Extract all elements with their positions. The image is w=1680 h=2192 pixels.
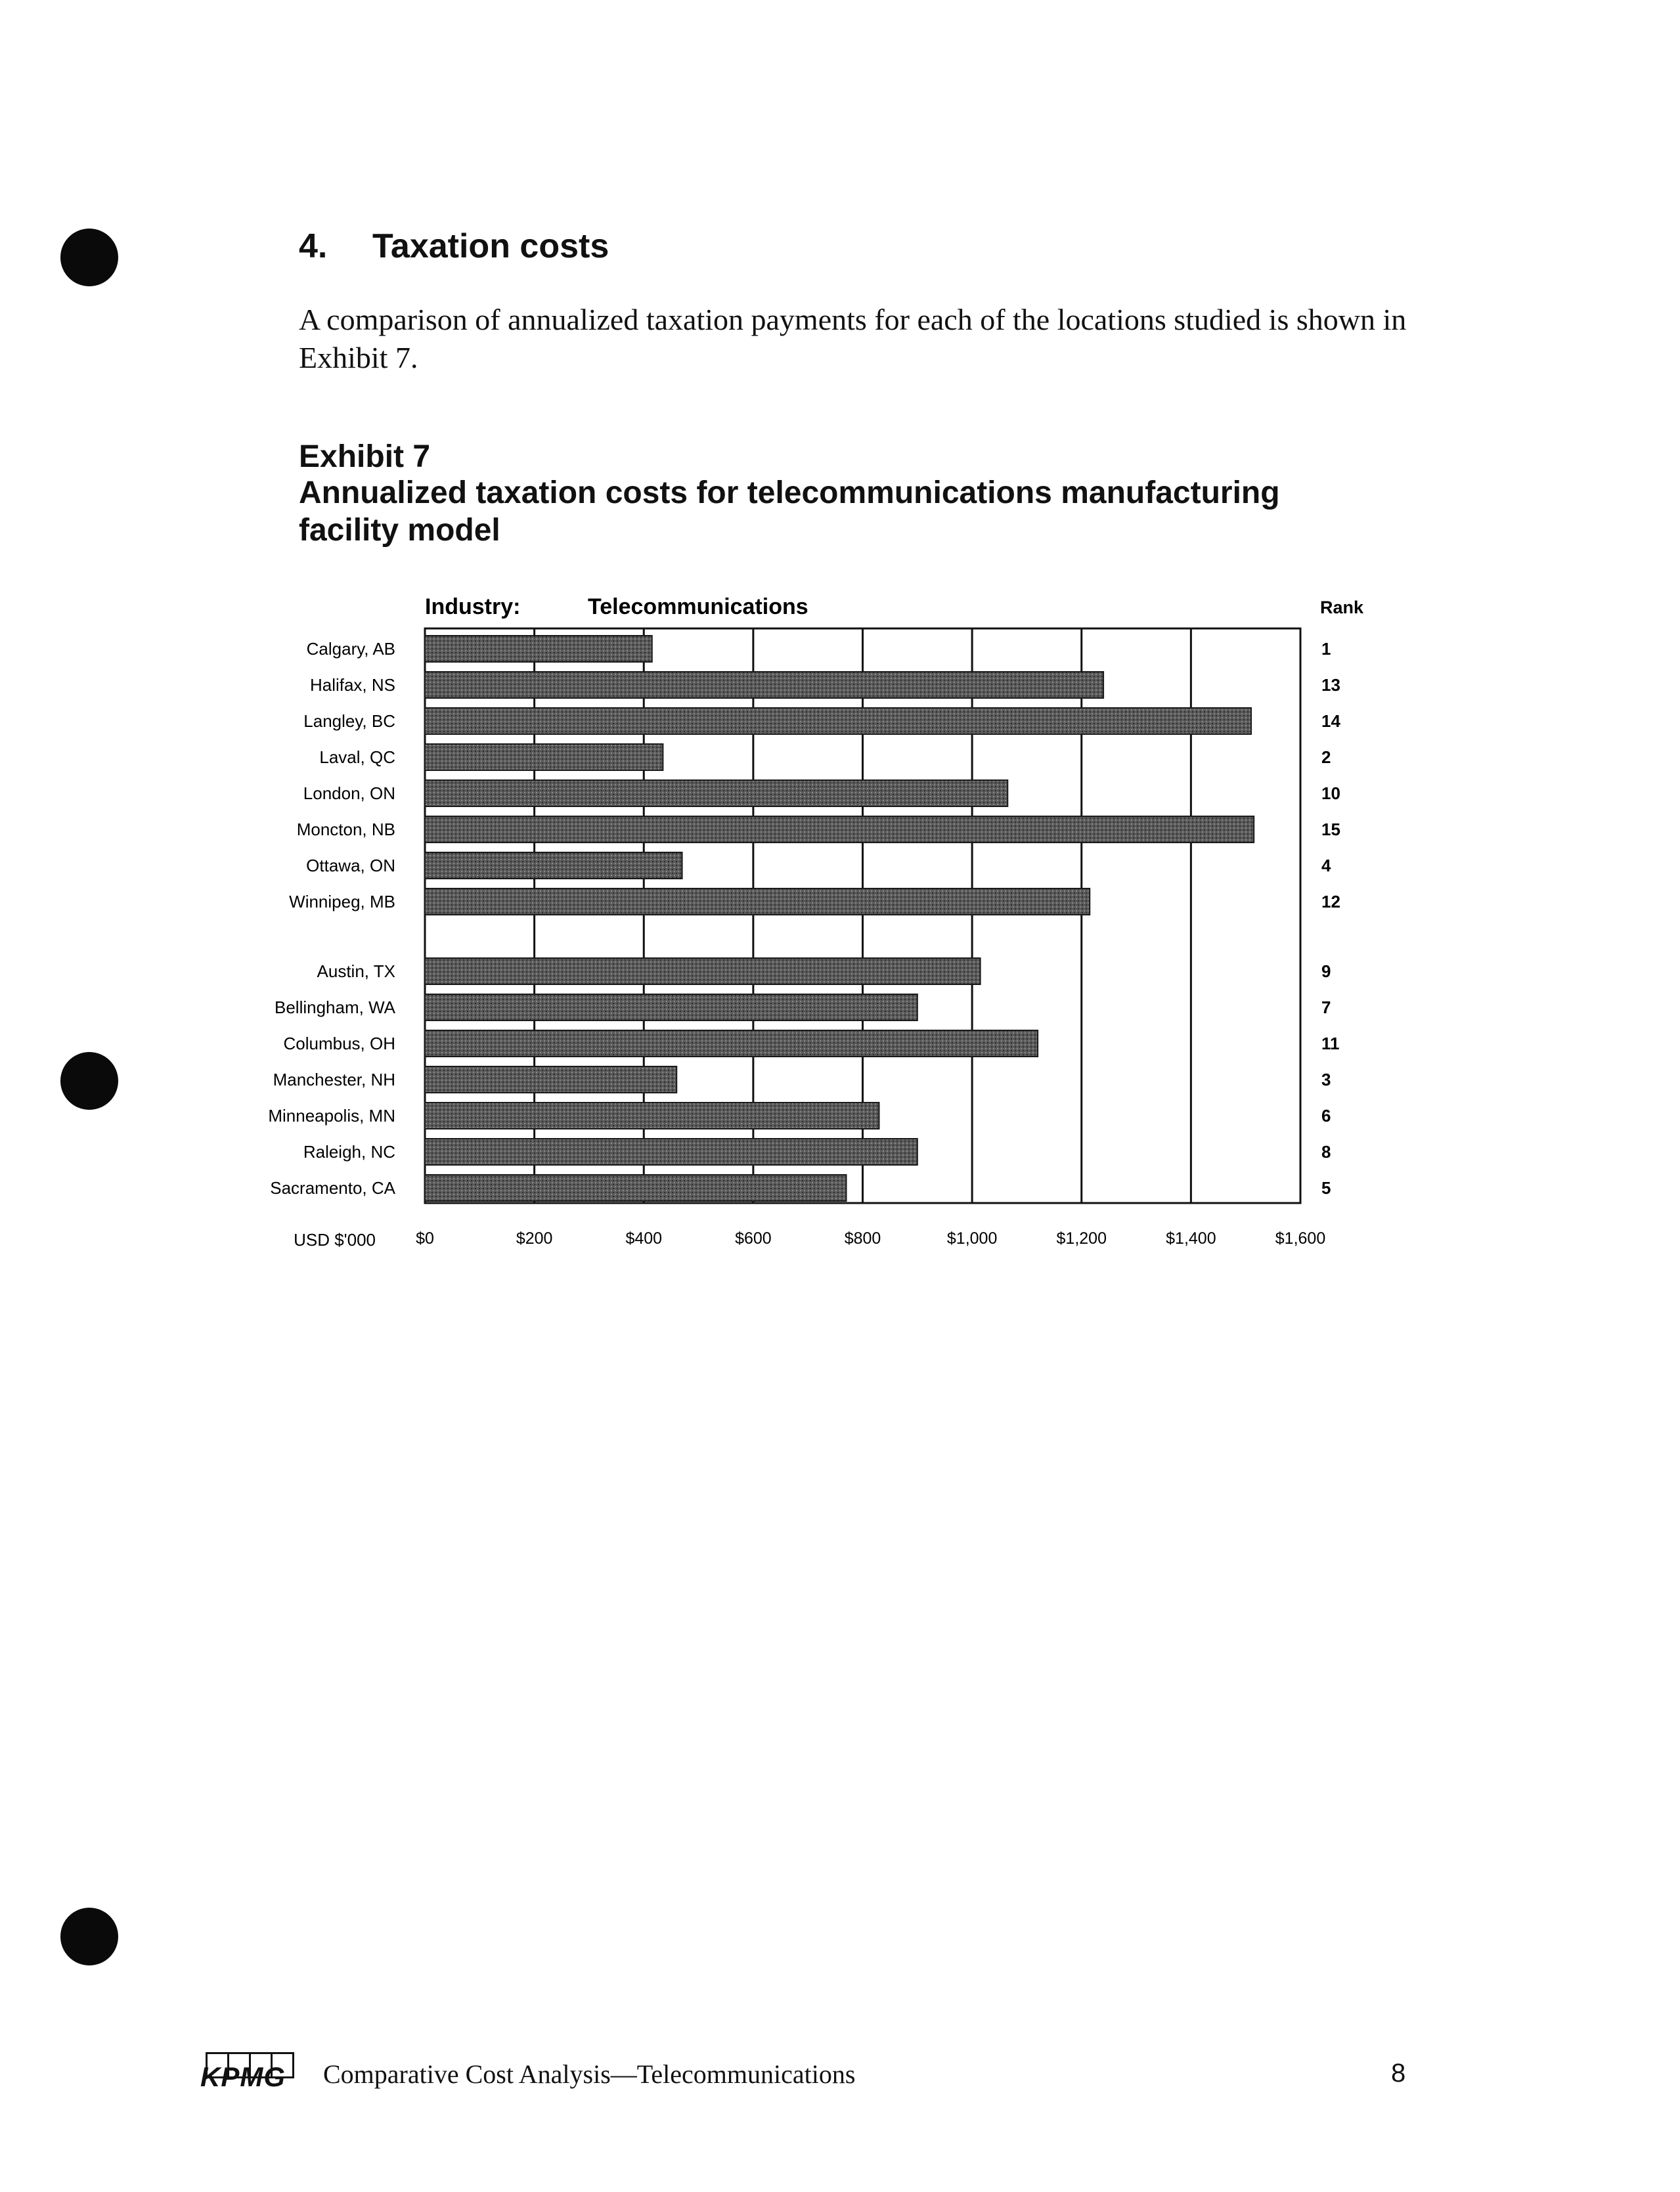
rank-value: 4 bbox=[1321, 856, 1331, 875]
bar bbox=[425, 1030, 1038, 1057]
rank-value: 3 bbox=[1321, 1070, 1331, 1089]
category-label: London, ON bbox=[303, 783, 395, 803]
category-label: Sacramento, CA bbox=[270, 1178, 395, 1198]
category-label: Moncton, NB bbox=[296, 820, 395, 839]
category-label: Langley, BC bbox=[303, 711, 395, 731]
x-tick-label: $1,400 bbox=[1166, 1229, 1216, 1248]
x-tick-label: $200 bbox=[516, 1229, 553, 1248]
rank-value: 13 bbox=[1321, 675, 1340, 695]
category-label: Ottawa, ON bbox=[306, 856, 395, 875]
category-label: Columbus, OH bbox=[283, 1034, 395, 1053]
bar bbox=[425, 744, 663, 770]
x-tick-label: $800 bbox=[844, 1229, 881, 1248]
category-label: Calgary, AB bbox=[306, 639, 395, 659]
page-number: 8 bbox=[1391, 2059, 1406, 2088]
bar bbox=[425, 994, 917, 1020]
rank-header: Rank bbox=[1320, 598, 1364, 617]
rank-value: 12 bbox=[1321, 892, 1340, 911]
exhibit-label: Exhibit 7 bbox=[299, 439, 431, 474]
category-label: Winnipeg, MB bbox=[289, 892, 395, 911]
rank-value: 10 bbox=[1321, 783, 1340, 803]
rank-value: 14 bbox=[1321, 711, 1340, 731]
x-tick-label: $1,600 bbox=[1275, 1229, 1326, 1248]
bar bbox=[425, 780, 1007, 806]
x-tick-label: $0 bbox=[416, 1229, 434, 1248]
bar bbox=[425, 1103, 879, 1129]
intro-paragraph: A comparison of annualized taxation payments for each of the locations studied is shown in Exhibit 7. bbox=[299, 303, 1407, 374]
bar bbox=[425, 958, 981, 984]
rank-value: 8 bbox=[1321, 1142, 1331, 1162]
rank-value: 5 bbox=[1321, 1178, 1331, 1198]
x-tick-label: $600 bbox=[735, 1229, 772, 1248]
bar bbox=[425, 1066, 676, 1093]
bar bbox=[425, 636, 652, 662]
kpmg-logo-text: KPMG bbox=[200, 2061, 286, 2092]
x-tick-label: $1,000 bbox=[946, 1229, 998, 1248]
rank-value: 9 bbox=[1321, 961, 1331, 981]
industry-value: Telecommunications bbox=[588, 594, 808, 619]
bar bbox=[425, 888, 1090, 915]
x-tick-label: $1,200 bbox=[1056, 1229, 1107, 1248]
bar bbox=[425, 852, 682, 879]
section-title: Taxation costs bbox=[372, 227, 609, 265]
bar bbox=[425, 672, 1103, 698]
footer-title: Comparative Cost Analysis—Telecommunications bbox=[323, 2059, 856, 2089]
section-number: 4. bbox=[299, 227, 328, 265]
rank-value: 11 bbox=[1321, 1034, 1340, 1053]
bar bbox=[425, 1175, 847, 1201]
category-label: Bellingham, WA bbox=[275, 997, 395, 1017]
category-label: Austin, TX bbox=[317, 961, 395, 981]
category-label: Minneapolis, MN bbox=[268, 1106, 395, 1126]
category-label: Manchester, NH bbox=[273, 1070, 395, 1089]
category-label: Laval, QC bbox=[319, 747, 395, 767]
x-axis-label: USD $'000 bbox=[294, 1230, 376, 1250]
x-tick-label: $400 bbox=[625, 1229, 663, 1248]
kpmg-logo bbox=[200, 2052, 294, 2092]
bar bbox=[425, 1139, 917, 1165]
exhibit-title: Annualized taxation costs for telecommunications manufacturing facility model bbox=[299, 475, 1280, 548]
rank-value: 7 bbox=[1321, 997, 1331, 1017]
rank-value: 6 bbox=[1321, 1106, 1331, 1126]
category-label: Halifax, NS bbox=[309, 675, 395, 695]
bar bbox=[425, 816, 1254, 843]
category-label: Raleigh, NC bbox=[303, 1142, 395, 1162]
rank-value: 15 bbox=[1321, 820, 1340, 839]
rank-value: 2 bbox=[1321, 747, 1331, 767]
industry-label: Industry: bbox=[425, 594, 521, 619]
rank-value: 1 bbox=[1321, 639, 1331, 659]
bar bbox=[425, 708, 1251, 734]
